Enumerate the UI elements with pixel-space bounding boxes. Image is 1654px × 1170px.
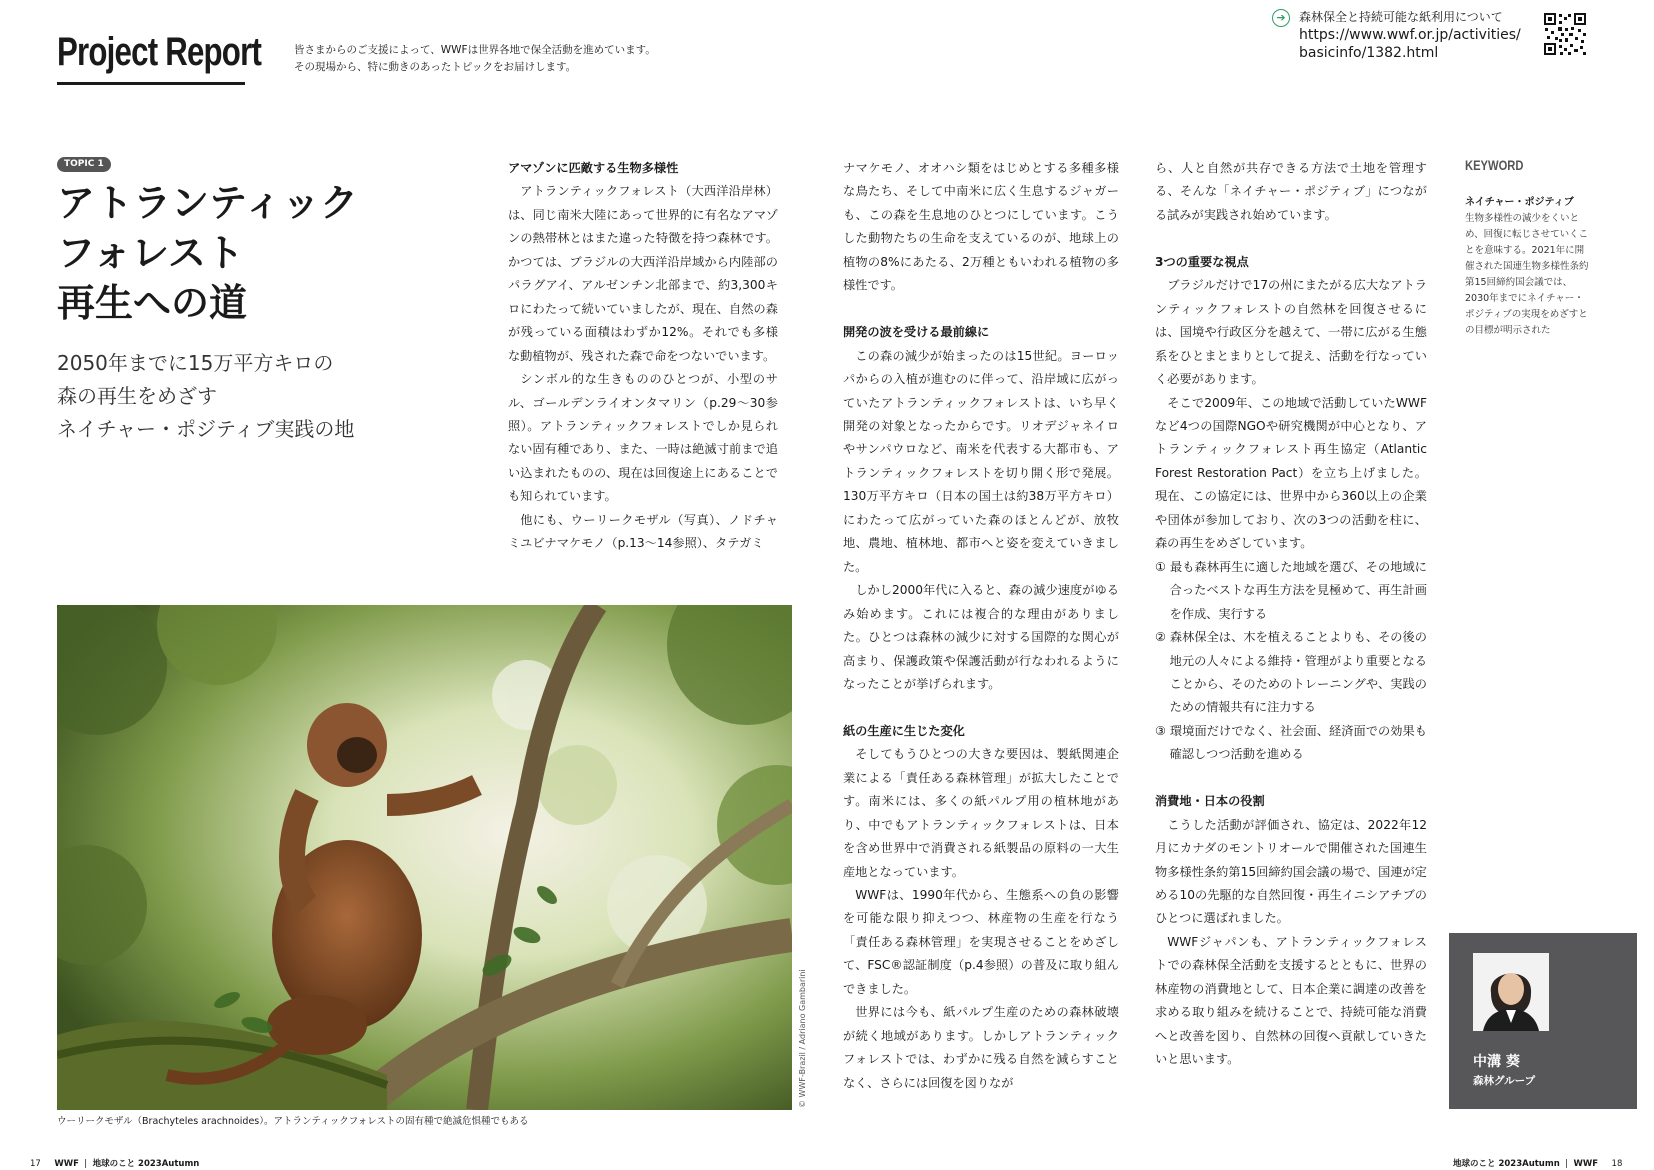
keyword-definition: 生物多様性の減少をくいとめ、回復に転じさせていくことを意味する。2021年に開催された国連生物多様性条約第15回締約国会議では、2030年までにネイチャー・ポジティブの実現をめざすとの目標が明示された <box>1465 213 1589 336</box>
paragraph: こうした活動が評価され、協定は、2022年12月にカナダのモントリオールで開催された国連生物多様性条約第15回締約国会議の場で、国連が定める10の先駆的な自然回復・再生イニシアチブのひとつに選ばれました。 <box>1155 817 1427 926</box>
paragraph: この森の減少が始まったのは15世紀。ヨーロッパからの入植が進むのに伴って、沿岸域に広がっていたアトランティックフォレストは、いち早く開発の対象となったからです。リオデジャネイロやサンパウロなど、南米を代表する大都市も、アトランティックフォレストを切り開く形で発展。130万平方キロ（日本の国土は約38万平方キロ）にわたって広がっていた森のほとんどが、放牧地、農地、植林地、都市へと姿を変えていきました。 <box>843 348 1119 574</box>
article-column-3 <box>1155 157 1427 1072</box>
paragraph: アトランティックフォレスト（大西洋沿岸林）は、同じ南米大陸にあって世界的に有名なアマゾンの熱帯林とはまた違った特徴を持つ森林です。かつては、ブラジルの大西洋沿岸域から内陸部のパラグアイ、アルゼンチン北部まで、約3,300キロにわたって続いていましたが、現在、自然の森が残っている面積はわずか12%。それでも多様な動植物が、残された森で命をつないでいます。 <box>508 184 778 363</box>
author-portrait <box>1473 953 1549 1031</box>
reference-link[interactable] <box>1299 9 1521 62</box>
section-heading: 紙の生産に生じた変化 <box>843 723 965 738</box>
subtitle-line: ネイチャー・ポジティブ実践の地 <box>57 417 355 441</box>
photo-caption: ウーリークモザル（Brachyteles arachnoides）。アトランティックフォレストの固有種で絶滅危惧種でもある <box>57 1116 529 1127</box>
intro-line: 皆さまからのご支援によって、WWFは世界各地で保全活動を進めています。 <box>294 44 656 56</box>
paragraph: 他にも、ウーリークモザル（写真）、ノドチャミユビナマケモノ（p.13〜14参照）、タテガミ <box>508 512 778 551</box>
section-heading: アマゾンに匹敵する生物多様性 <box>508 161 679 175</box>
title-line: 再生への道 <box>57 281 248 325</box>
qr-code-icon[interactable] <box>1543 12 1587 56</box>
paragraph: WWFは、1990年代から、生態系への負の影響を可能な限り抑えつつ、林産物の生産を行なう「責任ある森林管理」を実現させることをめざして、FSC®認証制度（p.4参照）の普及に取り組んできました。 <box>843 888 1119 996</box>
footer-issue-left: 地球のこと 2023Autumn <box>92 1159 200 1169</box>
title-line: フォレスト <box>57 231 244 275</box>
paragraph-continued: ら、人と自然が共存できる方法で土地を管理する、そんな「ネイチャー・ポジティブ」につながる試みが実践され始めています。 <box>1155 161 1427 222</box>
footer-issue-right: 地球のこと 2023Autumn <box>1453 1159 1560 1169</box>
section-heading: 消費地・日本の役割 <box>1155 794 1265 809</box>
footer-right: 地球のこと 2023Autumn | WWF 18 <box>1453 1159 1623 1169</box>
woolly-monkey-photo <box>57 605 792 1110</box>
spacer <box>843 298 1119 321</box>
reference-url-line: https://www.wwf.or.jp/activities/ <box>1299 27 1521 43</box>
spacer <box>1155 767 1427 790</box>
footer-left: 17 WWF | 地球のこと 2023Autumn <box>30 1159 200 1169</box>
author-group: 森林グループ <box>1473 1075 1536 1087</box>
subtitle-line: 2050年までに15万平方キロの <box>57 351 334 375</box>
arrow-right-icon: ➔ <box>1272 9 1290 27</box>
report-title: Project Report <box>57 30 262 74</box>
title-underline <box>57 82 245 85</box>
paragraph: ブラジルだけで17の州にまたがる広大なアトランティックフォレストの自然林を回復させるには、国境や行政区分を越えて、一帯に広がる生態系をひとまとまりとして捉え、活動を行なっていく必要があります。 <box>1155 278 1427 387</box>
footer-brand-left: WWF <box>54 1159 79 1169</box>
page-number-left: 17 <box>30 1159 41 1169</box>
keyword-label: KEYWORD <box>1465 157 1524 173</box>
author-profile <box>1449 933 1637 1109</box>
photo-credit: © WWF-Brazil / Adriano Gambarini <box>798 969 807 1108</box>
paragraph: シンボル的な生きもののひとつが、小型のサル、ゴールデンライオンタマリン（p.29〜30参照）。アトランティックフォレストでしか見られない固有種であり、また、一時は絶滅寸前まで追い込まれたものの、現在は回復途上にあることでも知られています。 <box>508 372 778 504</box>
intro-line: その現場から、特に動きのあったトピックをお届けします。 <box>294 61 577 73</box>
list-item: ② 森林保全は、木を植えることよりも、その後の地元の人々による維持・管理がより重要となることから、そのためのトレーニングや、実践のための情報共有に注力する <box>1155 630 1427 715</box>
author-name: 中溝 葵 <box>1473 1054 1520 1070</box>
paragraph: そこで2009年、この地域で活動していたWWFなど4つの国際NGOや研究機関が中心となり、アトランティックフォレスト再生協定（Atlantic Forest Restoration Pact）を立ち上げました。現在、この協定には、世界中から360以上の企業や団体が参加しており、次の3つの活動を柱に、森の再生をめざしています。 <box>1155 395 1427 551</box>
reference-label: 森林保全と持続可能な紙利用について <box>1299 10 1503 24</box>
page-number-right: 18 <box>1611 1159 1623 1169</box>
reference-url-line: basicinfo/1382.html <box>1299 45 1439 61</box>
article-column-2 <box>843 157 1119 1095</box>
paragraph: しかし2000年代に入ると、森の減少速度がゆるみ始めます。これには複合的な理由がありました。ひとつは森林の減少に対する国際的な関心が高まり、保護政策や保護活動が行なわれるようになったことが挙げられます。 <box>843 583 1119 691</box>
spacer <box>843 696 1119 719</box>
topic-badge: TOPIC 1 <box>57 157 111 172</box>
paragraph: そしてもうひとつの大きな要因は、製紙関連企業による「責任ある森林管理」が拡大したことです。南米には、多くの紙パルプ用の植林地があり、中でもアトランティックフォレストは、日本を含め世界中で消費される紙製品の原料の一大生産地となっています。 <box>843 747 1119 879</box>
spacer <box>1155 227 1427 250</box>
article-column-1 <box>508 157 778 556</box>
topic-title <box>57 178 358 328</box>
list-item: ③ 環境面だけでなく、社会面、経済面での効果も確認しつつ活動を進める <box>1155 723 1427 762</box>
paragraph: 世界には今も、紙パルプ生産のための森林破壊が続く地域があります。しかしアトランティックフォレストでは、わずかに残る自然を減らすことなく、さらには回復を図りなが <box>843 1005 1119 1090</box>
footer-brand-right: WWF <box>1573 1159 1599 1169</box>
title-line: アトランティック <box>57 181 358 225</box>
subtitle-line: 森の再生をめざす <box>57 384 217 408</box>
topic-subtitle <box>57 347 354 446</box>
header-intro <box>294 42 656 76</box>
keyword-term: ネイチャー・ポジティブ <box>1465 197 1574 208</box>
paragraph: WWFジャパンも、アトランティックフォレストでの森林保全活動を支援するとともに、世界の林産物の消費地として、日本企業に調達の改善を求める取り組みを続けることで、持続可能な消費へと改善を図り、自然林の回復へ貢献していきたいと思います。 <box>1155 934 1427 1067</box>
list-item: ① 最も森林再生に適した地域を選び、その地域に合ったベストな再生方法を見極めて、再生計画を作成、実行する <box>1155 559 1427 621</box>
section-heading: 開発の波を受ける最前線に <box>843 325 990 340</box>
paragraph-continued: ナマケモノ、オオハシ類をはじめとする多種多様な鳥たち、そして中南米に広く生息するジャガーも、この森を生息地のひとつにしています。こうした動物たちの生命を支えているのが、地球上の植物の8%にあたる、2万種ともいわれる植物の多様性です。 <box>843 161 1119 293</box>
section-heading: 3つの重要な視点 <box>1155 254 1249 269</box>
